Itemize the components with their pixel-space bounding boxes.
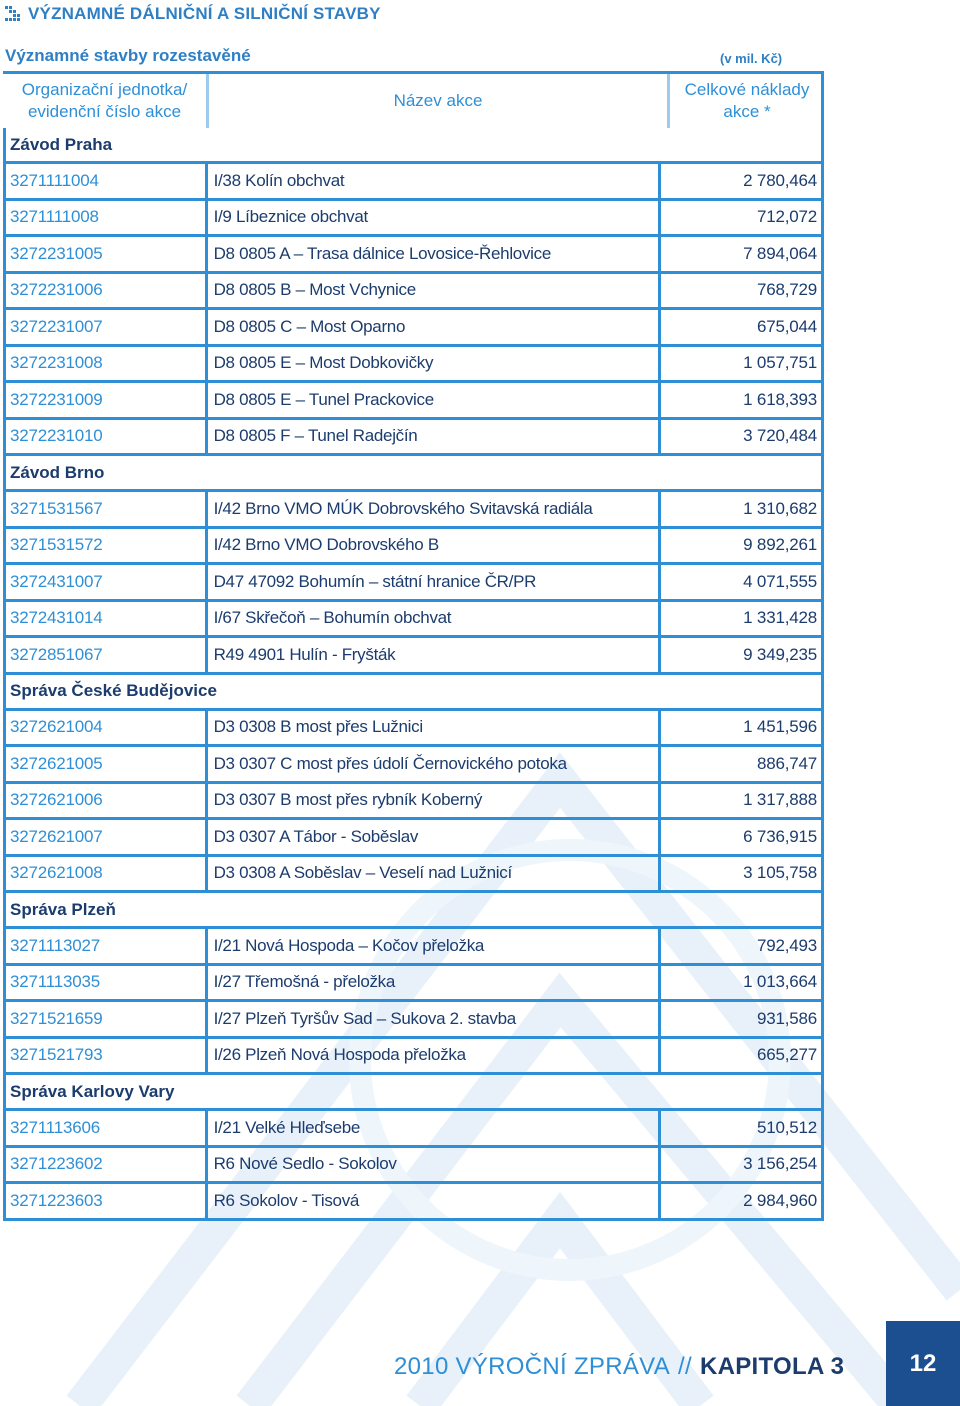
- column-header-id: [3, 74, 209, 128]
- project-id-cell: 3272231010: [3, 420, 208, 454]
- project-name-cell: D8 0805 F – Tunel Radejčín: [208, 420, 661, 454]
- table-row: [3, 857, 824, 894]
- table-row: [3, 638, 824, 675]
- project-id-cell: 3272431007: [3, 565, 208, 599]
- project-cost-cell: 510,512: [756, 1117, 817, 1137]
- project-name-cell: I/26 Plzeň Nová Hospoda přeložka: [208, 1039, 661, 1073]
- group-header: Správa Plzeň: [3, 893, 824, 929]
- unit-note: (v mil. Kč): [720, 51, 783, 66]
- project-cost-cell: 665,277: [756, 1045, 817, 1065]
- project-id-cell: 3272621006: [3, 784, 208, 818]
- project-name-cell: I/21 Velké Hleďsebe: [208, 1111, 661, 1145]
- project-cost-cell: 2 984,960: [743, 1190, 817, 1210]
- project-name-cell: R49 4901 Hulín - Fryšták: [208, 638, 661, 672]
- project-id-cell: 3271113606: [3, 1111, 208, 1145]
- project-cost-cell: 9 892,261: [743, 535, 817, 555]
- project-cost-cell: 768,729: [756, 280, 817, 300]
- project-id-cell: 3271531572: [3, 529, 208, 563]
- project-name-cell: I/9 Líbeznice obchvat: [208, 201, 661, 235]
- project-cost-cell: 6 736,915: [743, 826, 817, 846]
- project-id-cell: 3272621005: [3, 747, 208, 781]
- project-cost-cell: 9 349,235: [743, 644, 817, 664]
- project-cost-cell: 3 156,254: [743, 1154, 817, 1174]
- project-cost-cell: 1 618,393: [743, 389, 817, 409]
- project-id-cell: 3271223603: [3, 1184, 208, 1218]
- table-row: [3, 1148, 824, 1185]
- table-border-right: [821, 71, 824, 1221]
- footer-chapter: KAPITOLA 3: [699, 1353, 845, 1380]
- project-id-cell: 3271113035: [3, 966, 208, 1000]
- table-row: [3, 274, 824, 311]
- table-border-left: [3, 128, 6, 1221]
- table-row: [3, 929, 824, 966]
- footer: [394, 1353, 844, 1381]
- project-cost-cell: 2 780,464: [743, 170, 817, 190]
- project-id-cell: 3272231009: [3, 383, 208, 417]
- column-header-cost-line1: Celkové náklady: [684, 80, 810, 99]
- table-row: [3, 347, 824, 384]
- project-name-cell: D8 0805 C – Most Oparno: [208, 310, 661, 344]
- project-cost-cell: 675,044: [756, 316, 817, 336]
- column-header-name: [209, 74, 670, 128]
- group-header: Závod Brno: [3, 456, 824, 492]
- project-id-cell: 3272231005: [3, 237, 208, 271]
- footer-report-title: 2010 VÝROČNÍ ZPRÁVA: [394, 1353, 671, 1380]
- table-row: [3, 1111, 824, 1148]
- project-name-cell: R6 Nové Sedlo - Sokolov: [208, 1148, 661, 1182]
- column-header-id-line1: Organizační jednotka/: [21, 80, 188, 99]
- project-cost-cell: 1 013,664: [743, 972, 817, 992]
- project-cost-cell: 1 331,428: [743, 608, 817, 628]
- column-header-cost-line2: akce *: [723, 102, 771, 121]
- project-cost-cell: 4 071,555: [743, 571, 817, 591]
- page-number-box: [886, 1321, 960, 1406]
- table-row: [3, 747, 824, 784]
- project-name-cell: D8 0805 E – Tunel Prackovice: [208, 383, 661, 417]
- project-cost-cell: 886,747: [756, 753, 817, 773]
- table-row: [3, 784, 824, 821]
- table-row: [3, 201, 824, 238]
- column-header-name-label: Název akce: [393, 91, 483, 110]
- project-cost-cell: 1 310,682: [743, 498, 817, 518]
- column-header-id-line2: evidenční číslo akce: [27, 102, 182, 121]
- table-row: [3, 164, 824, 201]
- table-row: [3, 420, 824, 457]
- project-id-cell: 3271111004: [3, 164, 208, 198]
- table-row: [3, 565, 824, 602]
- table-row: [3, 492, 824, 529]
- project-name-cell: D8 0805 A – Trasa dálnice Lovosice-Řehlovice: [208, 237, 661, 271]
- group-header: Správa České Budějovice: [3, 675, 824, 711]
- project-name-cell: D47 47092 Bohumín – státní hranice ČR/PR: [208, 565, 661, 599]
- project-id-cell: 3272231007: [3, 310, 208, 344]
- project-name-cell: I/38 Kolín obchvat: [208, 164, 661, 198]
- project-id-cell: 3271223602: [3, 1148, 208, 1182]
- table-body: [3, 128, 824, 1221]
- table-row: [3, 529, 824, 566]
- project-id-cell: 3271521793: [3, 1039, 208, 1073]
- project-name-cell: D3 0307 B most přes rybník Koberný: [208, 784, 661, 818]
- project-cost-cell: 3 720,484: [743, 426, 817, 446]
- table-row: [3, 711, 824, 748]
- table-row: [3, 1039, 824, 1076]
- section-header: [5, 4, 381, 24]
- project-name-cell: D8 0805 B – Most Vchynice: [208, 274, 661, 308]
- project-cost-cell: 1 317,888: [743, 790, 817, 810]
- project-cost-cell: 792,493: [756, 935, 817, 955]
- footer-separator: //: [678, 1353, 692, 1380]
- project-cost-cell: 931,586: [756, 1008, 817, 1028]
- group-header: Závod Praha: [3, 128, 824, 164]
- project-id-cell: 3272851067: [3, 638, 208, 672]
- project-id-cell: 3272621007: [3, 820, 208, 854]
- project-name-cell: D8 0805 E – Most Dobkovičky: [208, 347, 661, 381]
- project-id-cell: 3271521659: [3, 1002, 208, 1036]
- table-row: [3, 1002, 824, 1039]
- table-header: [3, 71, 824, 128]
- project-id-cell: 3272431014: [3, 602, 208, 636]
- project-cost-cell: 7 894,064: [743, 243, 817, 263]
- project-name-cell: I/42 Brno VMO Dobrovského B: [208, 529, 661, 563]
- project-name-cell: D3 0307 C most přes údolí Černovického potoka: [208, 747, 661, 781]
- project-name-cell: R6 Sokolov - Tisová: [208, 1184, 661, 1218]
- project-id-cell: 3272621004: [3, 711, 208, 745]
- project-name-cell: I/67 Skřečoň – Bohumín obchvat: [208, 602, 661, 636]
- table-row: [3, 820, 824, 857]
- project-cost-cell: 3 105,758: [743, 863, 817, 883]
- projects-table: [3, 71, 824, 1221]
- project-cost-cell: 1 451,596: [743, 717, 817, 737]
- project-name-cell: I/27 Třemošná - přeložka: [208, 966, 661, 1000]
- table-row: [3, 1184, 824, 1221]
- chevron-grid-icon: [5, 6, 21, 22]
- project-id-cell: 3271111008: [3, 201, 208, 235]
- project-name-cell: D3 0308 A Soběslav – Veselí nad Lužnicí: [208, 857, 661, 891]
- project-id-cell: 3271531567: [3, 492, 208, 526]
- page-number: 12: [909, 1349, 937, 1377]
- table-row: [3, 602, 824, 639]
- table-row: [3, 310, 824, 347]
- group-header: Správa Karlovy Vary: [3, 1075, 824, 1111]
- project-cost-cell: 1 057,751: [743, 353, 817, 373]
- project-name-cell: D3 0307 A Tábor - Soběslav: [208, 820, 661, 854]
- section-title: VÝZNAMNÉ DÁLNIČNÍ A SILNIČNÍ STAVBY: [28, 4, 381, 23]
- project-id-cell: 3272621008: [3, 857, 208, 891]
- project-name-cell: D3 0308 B most přes Lužnici: [208, 711, 661, 745]
- project-name-cell: I/21 Nová Hospoda – Kočov přeložka: [208, 929, 661, 963]
- project-name-cell: I/42 Brno VMO MÚK Dobrovského Svitavská radiála: [208, 492, 661, 526]
- page-subtitle: Významné stavby rozestavěné: [5, 46, 251, 65]
- project-cost-cell: 712,072: [756, 207, 817, 227]
- project-id-cell: 3272231006: [3, 274, 208, 308]
- project-id-cell: 3271113027: [3, 929, 208, 963]
- table-row: [3, 383, 824, 420]
- project-name-cell: I/27 Plzeň Tyršův Sad – Sukova 2. stavba: [208, 1002, 661, 1036]
- table-row: [3, 966, 824, 1003]
- project-id-cell: 3272231008: [3, 347, 208, 381]
- column-header-cost: [670, 74, 824, 128]
- table-row: [3, 237, 824, 274]
